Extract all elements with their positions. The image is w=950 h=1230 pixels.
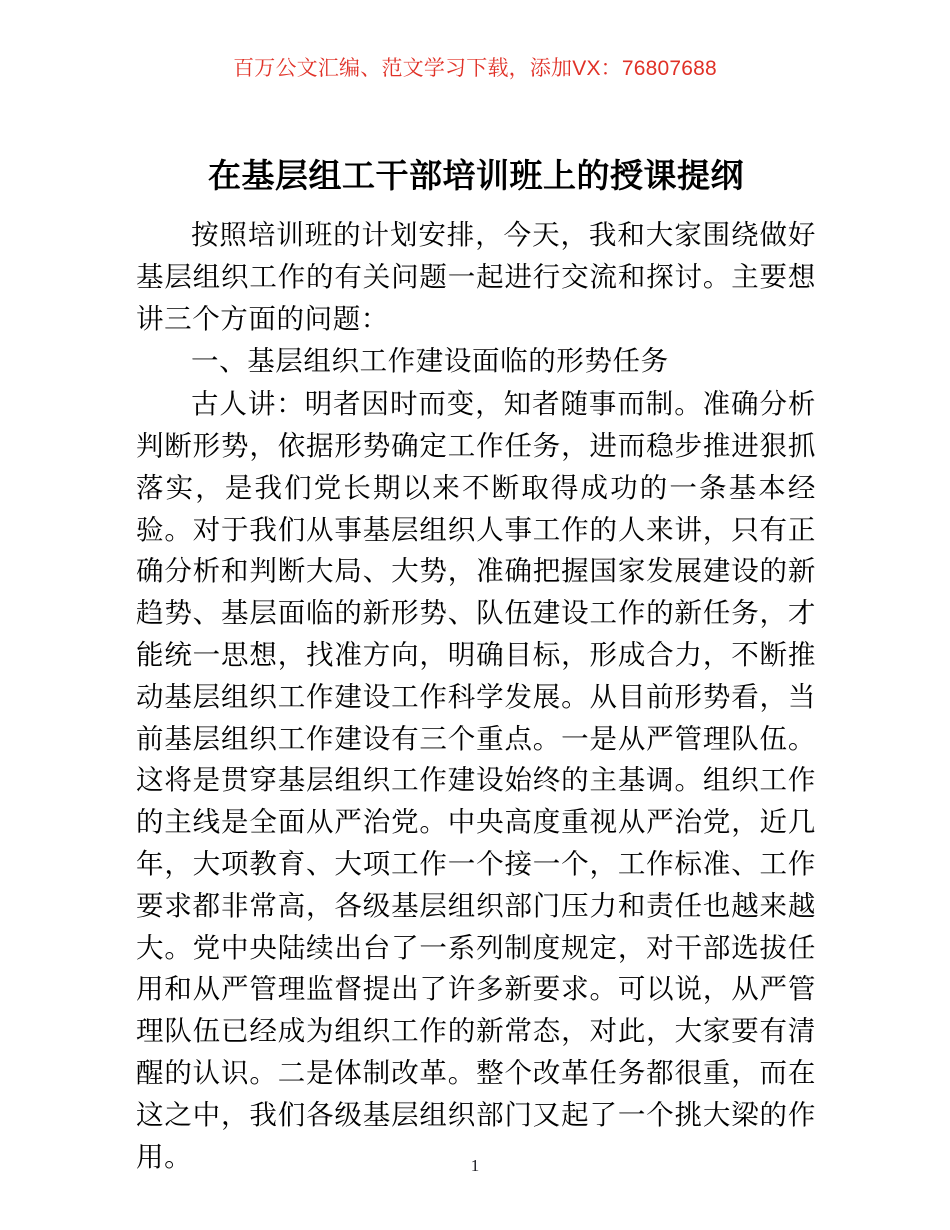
section-heading-one: 一、基层组织工作建设面临的形势任务 bbox=[191, 345, 669, 377]
paragraph-intro: 按照培训班的计划安排，今天，我和大家围绕做好基层组织工作的有关问题一起进行交流和探讨。主要想讲三个方面的问题： bbox=[136, 219, 816, 334]
document-body bbox=[136, 152, 816, 1177]
page-number: 1 bbox=[470, 1156, 480, 1175]
page-title: 在基层组工干部培训班上的授课提纲 bbox=[208, 157, 744, 194]
header-watermark: 百万公文汇编、范文学习下载，添加VX：76807688 bbox=[233, 57, 717, 80]
paragraph-section-one-body: 古人讲：明者因时而变，知者随事而制。准确分析判断形势，依据形势确定工作任务，进而稳步推进狠抓落实，是我们党长期以来不断取得成功的一条基本经验。对于我们从事基层组织人事工作的人来讲，只有正确分析和判断大局、大势，准确把握国家发展建设的新趋势、基层面临的新形势、队伍建设工作的新任务，才能统一思想，找准方向，明确目标，形成合力，不断推动基层组织工作建设工作科学发展。从目前形势看，当前基层组织工作建设有三个重点。一是从严管理队伍。这将是贯穿基层组织工作建设始终的主基调。组织工作的主线是全面从严治党。中央高度重视从严治党，近几年，大项教育、大项工作一个接一个，工作标准、工作要求都非常高，各级基层组织部门压力和责任也越来越大。党中央陆续出台了一系列制度规定，对干部选拔任用和从严管理监督提出了许多新要求。可以说，从严管理队伍已经成为组织工作的新常态，对此，大家要有清醒的认识。二是体制改革。整个改革任务都很重，而在这之中，我们各级基层组织部门又起了一个挑大梁的作用。 bbox=[136, 388, 816, 1172]
